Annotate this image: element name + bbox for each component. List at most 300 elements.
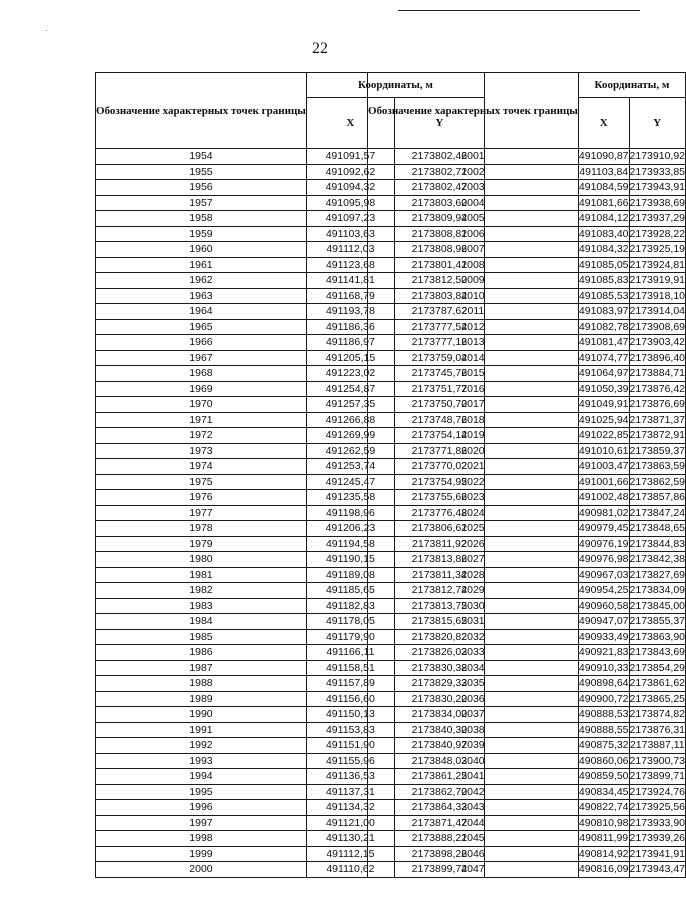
coord-x-cell: 491156,60: [306, 691, 394, 707]
coord-y-cell: 2173862,70: [394, 784, 484, 800]
coord-x-cell: 491110,62: [306, 862, 394, 878]
coord-y-cell: 2173771,86: [394, 443, 484, 459]
coord-x-cell: 491112,03: [306, 242, 394, 258]
point-number-cell: 1976: [96, 490, 307, 506]
coord-x-cell: 491269,99: [306, 428, 394, 444]
coord-x-cell: 491266,88: [306, 412, 394, 428]
coord-y-cell: 2173896,40: [629, 351, 686, 364]
point-number-cell: 1955: [96, 164, 307, 180]
point-number-cell: 2013: [368, 335, 579, 351]
point-number-cell: 1996: [96, 800, 307, 816]
coord-y-cell: 2173899,74: [394, 862, 484, 878]
point-number-cell: 2005: [368, 211, 579, 227]
coord-x-cell: 490900,72: [578, 692, 629, 705]
coord-y-cell: 2173745,76: [394, 366, 484, 382]
coord-y-cell: 2173840,97: [394, 738, 484, 754]
coord-x-cell: 491157,89: [306, 676, 394, 692]
table-row: [368, 583, 686, 599]
table-row: [368, 257, 686, 273]
point-number-cell: 2023: [368, 490, 579, 506]
coord-y-cell: 2173933,90: [629, 816, 686, 829]
table-row: [368, 149, 686, 165]
point-number-cell: 1969: [96, 381, 307, 397]
point-number-cell: 2008: [368, 257, 579, 273]
coord-x-cell: 491151,90: [306, 738, 394, 754]
coord-x-cell: 490898,64: [578, 677, 629, 690]
table-row: [368, 397, 686, 413]
point-number-cell: 2035: [368, 676, 579, 692]
point-number-cell: 1986: [96, 645, 307, 661]
coord-y-cell: 2173900,73: [629, 754, 686, 767]
coord-y-cell: 2173802,71: [394, 164, 484, 180]
point-number-cell: 1967: [96, 350, 307, 366]
point-number-cell: 2045: [368, 831, 579, 847]
point-number-cell: 2000: [96, 862, 307, 878]
table-row: [368, 862, 686, 878]
coord-x-cell: 491092,62: [306, 164, 394, 180]
coord-x-cell: 490921,83: [578, 646, 629, 659]
coord-y-cell: 2173813,75: [394, 598, 484, 614]
point-number-cell: 1990: [96, 707, 307, 723]
point-number-cell: 1985: [96, 629, 307, 645]
coord-x-cell: 491254,87: [306, 381, 394, 397]
coord-y-cell: 2173864,33: [394, 800, 484, 816]
coord-y-cell: 2173863,90: [629, 630, 686, 643]
coord-y-cell: 2173801,41: [394, 257, 484, 273]
coord-x-cell: 491166,11: [306, 645, 394, 661]
coord-y-cell: 2173910,92: [629, 150, 686, 163]
coord-x-cell: 491206,23: [306, 521, 394, 537]
coord-x-cell: 490954,25: [578, 584, 629, 597]
coord-x-cell: 490834,45: [578, 785, 629, 798]
coord-x-cell: 491002,48: [578, 491, 629, 504]
coord-x-cell: 491103,63: [306, 226, 394, 242]
coord-y-cell: 2173811,34: [394, 567, 484, 583]
point-number-cell: 1954: [96, 149, 307, 165]
point-number-cell: 1977: [96, 505, 307, 521]
coord-y-cell: 2173829,33: [394, 676, 484, 692]
coord-x-cell: 490888,53: [578, 708, 629, 721]
point-number-cell: 2007: [368, 242, 579, 258]
coord-x-cell: 491257,35: [306, 397, 394, 413]
table-row: [368, 815, 686, 831]
point-number-cell: 1981: [96, 567, 307, 583]
coord-x-cell: 491189,08: [306, 567, 394, 583]
coord-y-cell: 2173812,50: [394, 273, 484, 289]
coord-x-cell: 490816,09: [578, 863, 629, 876]
point-number-cell: 2038: [368, 722, 579, 738]
coord-x-cell: 491121,00: [306, 815, 394, 831]
coord-y-cell: 2173939,26: [629, 832, 686, 845]
coord-y-cell: 2173811,92: [394, 536, 484, 552]
header-x: X: [578, 98, 629, 149]
coord-x-cell: 491150,13: [306, 707, 394, 723]
point-number-cell: 1973: [96, 443, 307, 459]
point-number-cell: 1997: [96, 815, 307, 831]
coord-y-cell: 2173802,47: [394, 180, 484, 196]
point-number-cell: 2010: [368, 288, 579, 304]
coord-x-cell: 491137,31: [306, 784, 394, 800]
coord-y-cell: 2173776,48: [394, 505, 484, 521]
table-row: [368, 180, 686, 196]
table-row: [368, 676, 686, 692]
point-number-cell: 1999: [96, 846, 307, 862]
table-row: [368, 304, 686, 320]
coord-x-cell: 490976,19: [578, 537, 629, 550]
coord-x-cell: 490810,98: [578, 816, 629, 829]
point-number-cell: 1975: [96, 474, 307, 490]
coord-x-cell: 491182,83: [306, 598, 394, 614]
point-number-cell: 1957: [96, 195, 307, 211]
point-number-cell: 2022: [368, 474, 579, 490]
point-number-cell: 2033: [368, 645, 579, 661]
coord-x-cell: 490981,02: [578, 506, 629, 519]
page-number: 22: [312, 40, 328, 57]
coord-y-cell: 2173809,94: [394, 211, 484, 227]
point-number-cell: 1988: [96, 676, 307, 692]
point-number-cell: 1989: [96, 691, 307, 707]
table-row: [368, 521, 686, 537]
coord-y-cell: 2173908,69: [629, 320, 686, 333]
coord-x-cell: 491223,02: [306, 366, 394, 382]
coord-x-cell: 491179,90: [306, 629, 394, 645]
coord-x-cell: 491091,57: [306, 149, 394, 165]
coord-y-cell: 2173919,91: [629, 274, 686, 287]
coord-x-cell: 491185,65: [306, 583, 394, 599]
header-coordinates: Координаты, м: [578, 73, 685, 98]
coord-x-cell: 491130,21: [306, 831, 394, 847]
coord-y-cell: 2173872,91: [629, 429, 686, 442]
point-number-cell: 2011: [368, 304, 579, 320]
table-row: [368, 738, 686, 754]
coord-y-cell: 2173842,38: [629, 553, 686, 566]
coord-x-cell: 491074,77: [578, 351, 629, 364]
table-row: [368, 552, 686, 568]
coord-y-cell: 2173750,70: [394, 397, 484, 413]
header-coordinates: Координаты, м: [306, 73, 484, 98]
table-row: [368, 784, 686, 800]
point-number-cell: 2003: [368, 180, 579, 196]
coord-x-cell: 491003,47: [578, 460, 629, 473]
point-number-cell: 2031: [368, 614, 579, 630]
coord-x-cell: 491081,66: [578, 196, 629, 209]
table-row: [368, 474, 686, 490]
point-number-cell: 1983: [96, 598, 307, 614]
top-rule: [398, 10, 640, 11]
coord-y-cell: 2173777,54: [394, 319, 484, 335]
coord-y-cell: 2173770,02: [394, 459, 484, 475]
table-row: [368, 567, 686, 583]
coord-x-cell: 490859,50: [578, 770, 629, 783]
table-row: [368, 273, 686, 289]
point-number-cell: 2036: [368, 691, 579, 707]
table-row: [368, 800, 686, 816]
coord-x-cell: 491094,32: [306, 180, 394, 196]
coord-y-cell: 2173884,71: [629, 367, 686, 380]
coord-y-cell: 2173834,09: [629, 584, 686, 597]
coord-y-cell: 2173871,47: [394, 815, 484, 831]
table-row: [368, 645, 686, 661]
coord-x-cell: 491084,12: [578, 212, 629, 225]
point-number-cell: 1968: [96, 366, 307, 382]
coord-y-cell: 2173830,38: [394, 660, 484, 676]
header-point-designation: Обозначение характерных точек границы: [96, 73, 307, 149]
point-number-cell: 2024: [368, 505, 579, 521]
coord-y-cell: 2173924,76: [629, 785, 686, 798]
coord-y-cell: 2173903,42: [629, 336, 686, 349]
point-number-cell: 1995: [96, 784, 307, 800]
coord-y-cell: 2173914,04: [629, 305, 686, 318]
point-number-cell: 2026: [368, 536, 579, 552]
coord-x-cell: 491123,68: [306, 257, 394, 273]
coord-y-cell: 2173847,24: [629, 506, 686, 519]
table-row: [368, 629, 686, 645]
coord-x-cell: 491082,78: [578, 320, 629, 333]
scan-speck: [46, 30, 47, 31]
coord-y-cell: 2173898,26: [394, 846, 484, 862]
coord-x-cell: 491205,15: [306, 350, 394, 366]
point-number-cell: 1964: [96, 304, 307, 320]
coord-x-cell: 491194,58: [306, 536, 394, 552]
coord-y-cell: 2173888,21: [394, 831, 484, 847]
coord-x-cell: 490967,03: [578, 568, 629, 581]
coord-y-cell: 2173830,20: [394, 691, 484, 707]
point-number-cell: 1956: [96, 180, 307, 196]
point-number-cell: 1991: [96, 722, 307, 738]
coord-x-cell: 491050,39: [578, 382, 629, 395]
table-row: [368, 412, 686, 428]
coord-y-cell: 2173845,00: [629, 599, 686, 612]
coord-y-cell: 2173812,74: [394, 583, 484, 599]
point-number-cell: 1959: [96, 226, 307, 242]
coord-y-cell: 2173863,59: [629, 460, 686, 473]
coord-x-cell: 491095,98: [306, 195, 394, 211]
point-number-cell: 1984: [96, 614, 307, 630]
coord-x-cell: 491253,74: [306, 459, 394, 475]
coord-x-cell: 491064,97: [578, 367, 629, 380]
point-number-cell: 2015: [368, 366, 579, 382]
coord-x-cell: 491097,23: [306, 211, 394, 227]
coord-y-cell: 2173941,91: [629, 847, 686, 860]
point-number-cell: 2047: [368, 862, 579, 878]
coord-y-cell: 2173803,84: [394, 288, 484, 304]
point-number-cell: 1972: [96, 428, 307, 444]
table-row: [368, 242, 686, 258]
coord-x-cell: 491103,84: [579, 165, 629, 178]
coord-y-cell: 2173787,62: [394, 304, 484, 320]
coord-x-cell: 491136,53: [306, 769, 394, 785]
point-number-cell: 2046: [368, 846, 579, 862]
table-row: [368, 691, 686, 707]
coord-y-cell: 2173854,29: [629, 661, 686, 674]
point-number-cell: 2039: [368, 738, 579, 754]
point-number-cell: 1966: [96, 335, 307, 351]
point-number-cell: 1961: [96, 257, 307, 273]
table-row: [368, 536, 686, 552]
coord-y-cell: 2173862,59: [629, 475, 686, 488]
point-number-cell: 2027: [368, 552, 579, 568]
point-number-cell: 1963: [96, 288, 307, 304]
point-number-cell: 2009: [368, 273, 579, 289]
coord-y-cell: 2173844,83: [629, 537, 686, 550]
table-row: [368, 335, 686, 351]
coord-x-cell: 491155,96: [306, 753, 394, 769]
point-number-cell: 2001: [368, 149, 579, 165]
coord-x-cell: 491085,83: [578, 274, 629, 287]
point-number-cell: 1982: [96, 583, 307, 599]
coord-x-cell: 491025,94: [578, 413, 629, 426]
header-point-designation: Обозначение характерных точек границы: [368, 73, 579, 149]
coord-y-cell: 2173876,69: [629, 398, 686, 411]
coord-y-cell: 2173751,77: [394, 381, 484, 397]
point-number-cell: 1978: [96, 521, 307, 537]
point-number-cell: 1998: [96, 831, 307, 847]
table-row: [368, 226, 686, 242]
point-number-cell: 2037: [368, 707, 579, 723]
table-row: [368, 753, 686, 769]
coord-y-cell: 2173754,14: [394, 428, 484, 444]
table-row: [368, 319, 686, 335]
coord-y-cell: 2173754,95: [394, 474, 484, 490]
point-number-cell: 2043: [368, 800, 579, 816]
coord-x-cell: 491168,79: [306, 288, 394, 304]
header-y: Y: [629, 98, 685, 149]
coord-x-cell: 490822,74: [578, 801, 629, 814]
table-row: [368, 381, 686, 397]
coord-x-cell: 491010,61: [578, 444, 629, 457]
header-x: X: [306, 98, 394, 149]
point-number-cell: 1994: [96, 769, 307, 785]
coord-y-cell: 2173827,69: [629, 568, 686, 581]
coord-x-cell: 491083,40: [578, 227, 629, 240]
coord-y-cell: 2173848,65: [629, 522, 686, 535]
coord-y-cell: 2173924,81: [629, 258, 686, 271]
coord-y-cell: 2173806,61: [394, 521, 484, 537]
coord-x-cell: 491186,97: [306, 335, 394, 351]
coord-y-cell: 2173803,60: [394, 195, 484, 211]
point-number-cell: 2029: [368, 583, 579, 599]
coord-y-cell: 2173943,47: [629, 863, 686, 876]
coord-x-cell: 491085,53: [578, 289, 629, 302]
table-row: [368, 366, 686, 382]
coord-x-cell: 491153,83: [306, 722, 394, 738]
coord-y-cell: 2173857,86: [629, 491, 686, 504]
coord-y-cell: 2173848,03: [394, 753, 484, 769]
coord-y-cell: 2173937,29: [629, 212, 686, 225]
coord-y-cell: 2173933,85: [629, 165, 686, 178]
coord-x-cell: 490814,92: [578, 847, 629, 860]
table-body-right: [368, 149, 686, 878]
point-number-cell: 1958: [96, 211, 307, 227]
table-row: [368, 614, 686, 630]
point-number-cell: 2028: [368, 567, 579, 583]
coord-x-cell: 490933,49: [578, 630, 629, 643]
coord-x-cell: 491083,97: [578, 305, 629, 318]
coord-x-cell: 491193,78: [306, 304, 394, 320]
table-row: [368, 288, 686, 304]
coord-y-cell: 2173861,62: [629, 677, 686, 690]
point-number-cell: 2042: [368, 784, 579, 800]
table-row: [368, 846, 686, 862]
point-number-cell: 1992: [96, 738, 307, 754]
coord-x-cell: 491198,96: [306, 505, 394, 521]
coord-y-cell: 2173925,19: [629, 243, 686, 256]
coord-x-cell: 491134,32: [306, 800, 394, 816]
point-number-cell: 2006: [368, 226, 579, 242]
coord-x-cell: 490875,32: [578, 739, 629, 752]
point-number-cell: 1974: [96, 459, 307, 475]
coord-y-cell: 2173748,76: [394, 412, 484, 428]
coord-x-cell: 491158,51: [306, 660, 394, 676]
coord-x-cell: 490910,33: [578, 661, 629, 674]
coord-x-cell: 491001,66: [578, 475, 629, 488]
coord-x-cell: 490860,06: [578, 754, 629, 767]
table-row: [368, 164, 686, 180]
point-number-cell: 2019: [368, 428, 579, 444]
point-number-cell: 1971: [96, 412, 307, 428]
table-row: [368, 490, 686, 506]
coord-x-cell: 491245,47: [306, 474, 394, 490]
coord-x-cell: 490979,45: [578, 522, 629, 535]
coord-y-cell: 2173855,37: [629, 615, 686, 628]
coord-x-cell: 491178,05: [306, 614, 394, 630]
table-row: [368, 660, 686, 676]
coordinates-table-right: [367, 72, 686, 878]
coord-x-cell: 491235,58: [306, 490, 394, 506]
coord-x-cell: 491084,32: [578, 243, 629, 256]
coord-y-cell: 2173943,91: [629, 181, 686, 194]
point-number-cell: 2016: [368, 381, 579, 397]
coord-y-cell: 2173755,66: [394, 490, 484, 506]
coord-y-cell: 2173874,82: [629, 708, 686, 721]
point-number-cell: 2034: [368, 660, 579, 676]
coord-y-cell: 2173871,37: [629, 413, 686, 426]
coord-y-cell: 2173808,96: [394, 242, 484, 258]
header-y: Y: [394, 98, 484, 149]
point-number-cell: 2041: [368, 769, 579, 785]
point-number-cell: 2032: [368, 629, 579, 645]
coord-y-cell: 2173865,25: [629, 692, 686, 705]
table-row: [368, 459, 686, 475]
coord-y-cell: 2173826,03: [394, 645, 484, 661]
table-row: [368, 211, 686, 227]
coord-y-cell: 2173820,82: [394, 629, 484, 645]
coord-y-cell: 2173925,56: [629, 801, 686, 814]
table-row: [368, 505, 686, 521]
point-number-cell: 2018: [368, 412, 579, 428]
table-row: [368, 722, 686, 738]
point-number-cell: 2021: [368, 459, 579, 475]
table-row: [368, 707, 686, 723]
coord-x-cell: 491084,59: [578, 181, 629, 194]
table-row: [368, 428, 686, 444]
point-number-cell: 2004: [368, 195, 579, 211]
point-number-cell: 2020: [368, 443, 579, 459]
coord-y-cell: 2173834,00: [394, 707, 484, 723]
coord-y-cell: 2173928,22: [629, 227, 686, 240]
coord-y-cell: 2173802,46: [394, 149, 484, 165]
coord-y-cell: 2173876,42: [629, 382, 686, 395]
point-number-cell: 1960: [96, 242, 307, 258]
point-number-cell: 2040: [368, 753, 579, 769]
coord-y-cell: 2173759,04: [394, 350, 484, 366]
coord-x-cell: 491090,87: [578, 150, 629, 163]
table-row: [368, 831, 686, 847]
point-number-cell: 1987: [96, 660, 307, 676]
coord-x-cell: 491112,15: [306, 846, 394, 862]
coord-y-cell: 2173899,71: [629, 770, 686, 783]
point-number-cell: 2044: [368, 815, 579, 831]
